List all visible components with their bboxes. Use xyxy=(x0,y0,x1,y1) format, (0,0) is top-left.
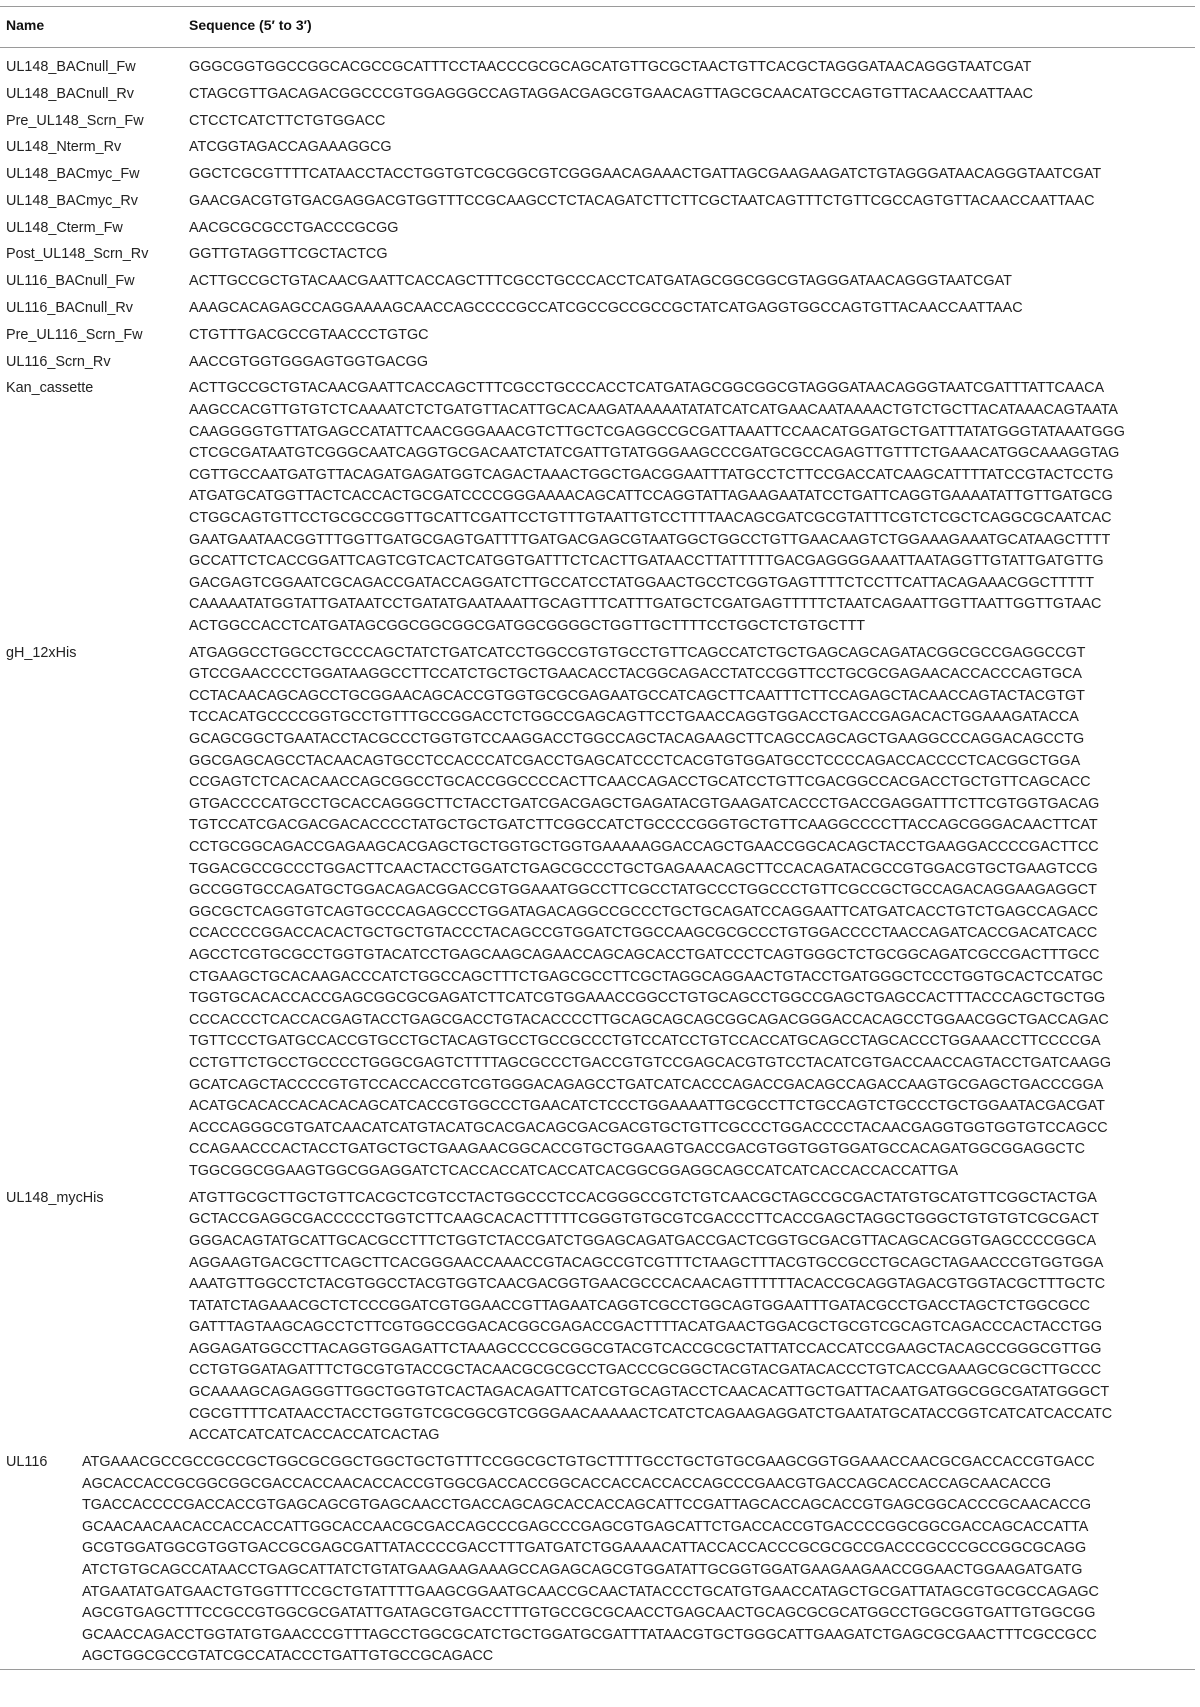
sequence-name: UL148_BACmyc_Fw xyxy=(6,166,140,183)
sequence-line: GCAAAAGCAGAGGGTTGGCTGGTGTCACTAGACAGATTCATCGTGCAGTACCTCAACACATTGCTGATTACAATGATGGCGGCGATATGGGCT xyxy=(189,1384,1110,1401)
sequence-text xyxy=(183,187,1195,214)
table-row xyxy=(0,48,1195,80)
sequence-line: CCTGTGGATAGATTTCTGCGTGTACCGCTACAACGCGCGCCTGACCCGCGGCTACGTACGATACACCCTGTCACCGAAAGCGCGCTTGCCC xyxy=(189,1362,1102,1379)
sequence-line: ATCTGTGCAGCCATAACCTGAGCATTATCTGTATGAAGAAGAAAGCCAGAGCAGCGTGGATATTGCGGTGGATGAAGAAGAACCGGAACTGGAAGATGATG xyxy=(82,1562,1083,1578)
sequence-line: ATGAGGCCTGGCCTGCCCAGCTATCTGATCATCCTGGCCGTGTGCCTGTTCAGCCATCTGCTGAGCAGCAGATACGGCGCCGAGGCCGT xyxy=(189,644,1086,661)
sequence-line: ACATGCACACCACACACAGCATCACCGTGGCCCTGAACATCTCCCTGGAAAATTGCGCCTTCTGCCAGTCTGCCCTGCTGGAATACGACGAT xyxy=(189,1098,1105,1115)
header-row xyxy=(0,7,1195,48)
sequence-line: TATATCTAGAAACGCTCTCCCGGATCGTGGAACCGTTAGAATCAGGTCGCCTGGCAGTGGAATTTGATACGCCTGACCTAGCTCTGGCGCC xyxy=(189,1297,1090,1314)
table-row xyxy=(0,133,1195,160)
table-row xyxy=(0,240,1195,267)
sequence-line: GAATGAATAACGGTTTGGTTGATGCGAGTGATTTTGATGACGAGCGTAATGGCTGGCCTGTTGAACAAGTCTGGAAAGAAATGCATAAGCTTTT xyxy=(189,531,1111,548)
sequence-line: CCTACAACAGCAGCCTGCGGAACAGCACCGTGGTGCGCGAGAATGCCATCAGCTTCAATTTCTTCCAGAGCTACAACCAGTACTACGTGT xyxy=(189,687,1085,704)
sequence-line: AAATGTTGGCCTCTACGTGGCCTACGTGGTCAACGACGGTGAACGCCCACAACAGTTTTTTACACCGCAGGTAGACGTGGTACGCTTTGCTC xyxy=(189,1276,1106,1293)
row-cell xyxy=(0,1448,1195,1670)
sequence-line: CCTGTTCTGCCTGCCCCTGGGCGAGTCTTTTAGCGCCCTGACCGTGTCCGAGCACGTGTCCTACATCGTGACCAACCAGTACCTGATCAAGG xyxy=(189,1054,1112,1071)
sequence-line: GGGACAGTATGCATTGCACGCCTTTCTGGTCTACCGATCTGGAGCAGATGACCGACTCGGTGCGACGTTACAGCACGGTGAGCCCCGGCA xyxy=(189,1232,1097,1249)
sequence-line: GTGACCCCATGCCTGCACCAGGGCTTCTACCTGATCGACGAGCTGAGATACGTGAAGATCACCCTGACCGAGGATTTCTTCGTGGTGACAG xyxy=(189,795,1100,812)
sequence-line: TGACCACCCCGACCACCGTGAGCAGCGTGAGCAACCTGACCAGCAGCACCACCAGCATTCCGATTAGCACCAGCACCGTGAGCGGCACCCGCAACACCG xyxy=(82,1497,1092,1514)
sequence-line: TGGTGCACACCACCGAGCGGCGCGAGATCTTCATCGTGGAAACCGGCCTGTGCAGCCTGGCCGAGCTGAGCCACTTTACCCAGCTGCTGG xyxy=(189,990,1106,1007)
sequence-name: UL116_Scrn_Rv xyxy=(6,353,111,370)
sequence-name: UL148_BACnull_Rv xyxy=(6,85,134,102)
sequence-name: UL148_mycHis xyxy=(6,1189,104,1206)
sequence-line: GATTTAGTAAGCAGCCTCTTCGTGGCCGGACACGGCGAGACCGACTTTTACATGAACTGGACGCTGCGTCGCAGTCAGACCCACTACCTGG xyxy=(189,1319,1103,1336)
sequence-line: AGCGTGAGCTTTCCGCCGTGGCGCGATATTGATAGCGTGACCTTTGTGCCGCGCAACCTGAGCAACTGCAGCGCGCATGGCCTGGCGGTGATTGTGGCGG xyxy=(82,1605,1096,1622)
table-row xyxy=(0,267,1195,294)
sequence-line: GAACGACGTGTGACGAGGACGTGGTTTCCGCAAGCCTCTACAGATCTTCTTCGCTAATCAGTTTCTGTTCGCCAGTGTTACAACCAATTAAC xyxy=(189,192,1095,209)
table-body xyxy=(0,48,1195,1670)
sequence-line: CAAAAATATGGTATTGATAATCCTGATATGAATAAATTGCAGTTTCATTTGATGCTCGATGAGTTTTTCTAATCAGAATTGGTTAATTGGTTGTAAC xyxy=(189,596,1102,613)
table-row xyxy=(0,1448,1195,1670)
sequence-line: AGCACCACCGCGGCGGCGACCACCAACACCACCGTGGCGACCACCGGCACCACCACCACCAGCCCGAACGTGACCAGCACCACCAGCAACACCG xyxy=(82,1475,1052,1492)
sequence-line: GGGCGGTGGCCGGCACGCCGCATTTCCTAACCCGCGCAGCATGTTGCGCTAACTGTTCACGCTAGGGATAACAGGGTAATCGAT xyxy=(189,59,1032,75)
row-content xyxy=(6,1452,1195,1668)
table-row xyxy=(0,639,1195,1184)
sequence-text xyxy=(183,48,1195,80)
sequence-name: UL116 xyxy=(6,1454,48,1471)
sequence-line: ATCGGTAGACCAGAAAGGCG xyxy=(189,139,392,156)
sequence-line: GCAACCAGACCTGGTATGTGAACCCGTTTAGCCTGGCGCATCTGCTGGATGCGATTTATAACGTGCTGGGCATTGAAGATCTGAGCGCGAACTTTCGCCGCC xyxy=(82,1626,1097,1643)
sequence-line: GCGTGGATGGCGTGGTGACCGCGAGCGATTATACCCCGACCTTTGATGATCTGGAAAACATTACCACCACCCGCGCGCCGACCCGCCCGCCGGCGCAGG xyxy=(82,1540,1087,1557)
table-row xyxy=(0,187,1195,214)
sequence-line: AAAGCACAGAGCCAGGAAAAGCAACCAGCCCCGCCATCGCCGCCGCCGCTATCATGAGGTGGCCAGTGTTACAACCAATTAAC xyxy=(189,300,1023,317)
sequence-line: CTCGCGATAATGTCGGGCAATCAGGTGCGACAATCTATCGATTGTATGGGAAGCCCGATGCGCCAGAGTTGTTTCTGAAACATGGCAAAGGTAG xyxy=(189,445,1120,462)
sequence-line: ACCCAGGGCGTGATCAACATCATGTACATGCACGACAGCGACGACGTGCTGTTCGCCCTGGACCCCTACAACGAGGTGGTGGTGTCCAGCC xyxy=(189,1119,1108,1136)
sequence-line: TGTCCATCGACGACGACACCCCTATGCTGCTGATCTTCGGCCATCTGCCCCGGGTGCTGTTCAAGGCCCCTTACCAGCGGGACAACTTCAT xyxy=(189,817,1098,834)
sequence-name: gH_12xHis xyxy=(6,644,77,661)
sequence-name: Kan_cassette xyxy=(6,380,94,397)
sequence-line: CCCACCCTCACCACGAGTACCTGAGCGACCTGTACACCCCTTGCAGCAGCAGCGGCAGACGGGACCACAGCCTGGAACGGCTGACCAGAC xyxy=(189,1011,1109,1028)
sequence-line: CTGTTTGACGCCGTAACCCTGTGC xyxy=(189,326,429,343)
sequence-text xyxy=(183,348,1195,375)
sequence-line: ACCATCATCATCACCACCATCACTAG xyxy=(189,1427,440,1444)
table-row xyxy=(0,374,1195,638)
sequence-line: GCTACCGAGGCGACCCCCTGGTCTTCAAGCACACTTTTTCGGGTGTGCGTCGACCCTTCACCGAGCTAGGCTGGGCTGTGTGTCGCGACT xyxy=(189,1211,1100,1228)
sequence-line: CGCGTTTTCATAACCTACCTGGTGTCGCGGCGTCGGGAACAAAAACTCATCTCAGAAGAGGATCTGAATATGCATACCGGTCATCATCACCATC xyxy=(189,1405,1113,1422)
name-column-header: Name xyxy=(6,17,45,33)
sequence-line: TCCACATGCCCCGGTGCCTGTTTGCCGGACCTCTGGCCGAGCAGTTCCTGAACCAGGTGGACCTGACCGAGACACTGGAAAGATACCA xyxy=(189,709,1079,726)
sequence-line: CTCCTCATCTTCTGTGGACC xyxy=(189,112,386,129)
sequence-text xyxy=(183,80,1195,107)
sequence-line: CAAGGGGTGTTATGAGCCATATTCAACGGGAAACGTCTTGCTCGAGGCCGCGATTAAATTCCAACATGGATGCTGATTTATATGGGTATAAATGGG xyxy=(189,423,1125,440)
table-row xyxy=(0,321,1195,348)
sequence-line: AGGAGATGGCCTTACAGGTGGAGATTCTAAAGCCCCGCGGCGTACGTCACCGCGCTATTATCCACCATCCGAAGCTACAGCCGGGCGTTGG xyxy=(189,1340,1102,1357)
sequence-name: Pre_UL116_Scrn_Fw xyxy=(6,326,143,343)
sequence-line: ACTTGCCGCTGTACAACGAATTCACCAGCTTTCGCCTGCCCACCTCATGATAGCGGCGGCGTAGGGATAACAGGGTAATCGAT xyxy=(189,273,1012,290)
sequence-text xyxy=(183,1184,1195,1448)
sequence-line: TGTTCCCTGATGCCACCGTGCCTGCTACAGTGCCTGCCGCCCTGTCCATCCTGTCCACCATGCAGCCTAGCACCCTGGAAACCTTCCCCGA xyxy=(189,1033,1101,1050)
sequence-text xyxy=(183,107,1195,134)
table-row xyxy=(0,107,1195,134)
sequence-line: AGGAAGTGACGCTTCAGCTTCACGGGAACCAAACCGTACAGCCGTCGTTTCTAAGCTTTACGTGCCGCCTGCAGCTAGAACCCGTGGTGGA xyxy=(189,1254,1104,1271)
sequence-line: CCAGAACCCACTACCTGATGCTGCTGAAGAACGGCACCGTGCTGGAAGTGACCGACGTGGTGGTGGATGCCACAGATGGCGGAGGCTC xyxy=(189,1141,1085,1158)
sequence-text xyxy=(183,160,1195,187)
sequence-text xyxy=(183,240,1195,267)
sequence-line: AAGCCACGTTGTGTCTCAAAATCTCTGATGTTACATTGCACAAGATAAAAATATATCATCATGAACAATAAAACTGTCTGCTTACATAAACAGTAATA xyxy=(189,401,1119,418)
sequence-text xyxy=(183,267,1195,294)
sequence-line: CGTTGCCAATGATGTTACAGATGAGATGGTCAGACTAAACTGGCTGACGGAATTTATGCCTCTTCCGACCATCAAGCATTTTATCCGTACTCCTG xyxy=(189,466,1114,483)
sequence-line: AACCGTGGTGGGAGTGGTGACGG xyxy=(189,353,429,370)
sequence-text xyxy=(183,374,1195,638)
sequence-line: GGCGAGCAGCCTACAACAGTGCCTCCACCCATCGACCTGAGCATCCCTCACGTGTGGATGCCTCCCCAGACCACCCCTCACGGCTGGA xyxy=(189,752,1081,769)
table-row xyxy=(0,1184,1195,1448)
sequence-line: CCTGCGGCAGACCGAGAAGCACGAGCTGCTGGTGCTGGTGAAAAAGGACCAGCTGAACCGGCACAGCTACCTGAAGGACCCCGACTTCC xyxy=(189,839,1099,856)
sequence-line: GCAGCGGCTGAATACCTACGCCCTGGTGTCCAAGGACCTGGCCAGCTACAGAAGCTTCAGCCAGCAGCTGAAGGCCCAGGACAGCCTG xyxy=(189,731,1085,748)
sequence-line: CTGGCAGTGTTCCTGCGCCGGTTGCATTCGATTCCTGTTTGTAATTGTCCTTTTAACAGCGATCGCGTATTTCGTCTCGCTCAGGCGCAATCAC xyxy=(189,509,1112,526)
sequence-line: AGCTGGCGCCGTATCGCCATACCCTGATTGTGCCGCAGACC xyxy=(82,1648,494,1665)
sequence-text xyxy=(183,133,1195,160)
sequence-text xyxy=(183,321,1195,348)
table-row xyxy=(0,80,1195,107)
sequence-line: GGCTCGCGTTTTCATAACCTACCTGGTGTCGCGGCGTCGGGAACAGAAACTGATTAGCGAAGAAGATCTGTAGGGATAACAGGGTAATCGAT xyxy=(189,166,1102,183)
sequence-line: GTCCGAACCCCTGGATAAGGCCTTCCATCTGCTGCTGAACACCTACGGCAGACCTATCCGGTTCCTGCGCGAGAACACCACCCAGTGCA xyxy=(189,666,1083,683)
table-row xyxy=(0,348,1195,375)
sequence-line: TGGCGGCGGAAGTGGCGGAGGATCTCACCACCATCACCATCACGGCGGAGGCAGCCATCATCACCACCACCATTGA xyxy=(189,1162,959,1179)
sequence-text xyxy=(183,294,1195,321)
sequence-name: Pre_UL148_Scrn_Fw xyxy=(6,112,144,129)
primer-sequence-table xyxy=(0,6,1195,1670)
sequence-name: UL116_BACnull_Fw xyxy=(6,273,135,290)
sequence-line: GACGAGTCGGAATCGCAGACCGATACCAGGATCTTGCCATCCTATGGAACTGCCTCGGTGAGTTTTCTCCTTCATTACAGAAACGGCTTTTT xyxy=(189,574,1094,591)
sequence-line: CTAGCGTTGACAGACGGCCCGTGGAGGGCCAGTAGGACGAGCGTGAACAGTTAGCGCAACATGCCAGTGTTACAACCAATTAAC xyxy=(189,85,1034,102)
table-row xyxy=(0,160,1195,187)
sequence-name: UL148_BACnull_Fw xyxy=(6,59,136,75)
sequence-line: ACTTGCCGCTGTACAACGAATTCACCAGCTTTCGCCTGCCCACCTCATGATAGCGGCGGCGTAGGGATAACAGGGTAATCGATTTATTCAACA xyxy=(189,380,1105,397)
table-header xyxy=(0,7,1195,48)
sequence-line: AGCCTCGTGCGCCTGGTGTACATCCTGAGCAAGCAGAACCAGCAGCACCTGATCCCTCAGTGGGCTCTGCGGCAGATCGCCGACTTTGCC xyxy=(189,947,1100,963)
sequence-name: UL148_BACmyc_Rv xyxy=(6,192,138,209)
sequence-text xyxy=(82,1452,1195,1668)
sequence-line: ATGATGCATGGTTACTCACCACTGCGATCCCCGGGAAAACAGCATTCCAGGTATTAGAAGAATATCCTGATTCAGGTGAAAATATTGTTGATGCG xyxy=(189,488,1113,505)
sequence-line: GGTTGTAGGTTCGCTACTCG xyxy=(189,246,388,263)
table-row xyxy=(0,294,1195,321)
sequence-line: GCATCAGCTACCCCGTGTCCACCACCGTCGTGGGACAGAGCCTGATCATCACCCAGACCGACAGCCAGACCAAGTGCGAGCTGACCCGGA xyxy=(189,1076,1104,1093)
sequence-line: CCACCCCGGACCACACTGCTGCTGTACCCTACAGCCGTGGATCTGGCCAAGCGCGCCCTGTGGACCCCTAACCAGATCACCGACATCACC xyxy=(189,925,1098,942)
sequence-name: Post_UL148_Scrn_Rv xyxy=(6,246,149,263)
sequence-text xyxy=(183,214,1195,241)
sequence-line: ATGAAACGCCGCCGCCGCTGGCGCGGCTGGCTGCTGTTTCCGGCGCTGTGCTTTTGCCTGCTGTGCGAAGCGGTGGAAACCAACGCGACCACCGTGACC xyxy=(82,1454,1095,1471)
sequence-line: ATGTTGCGCTTGCTGTTCACGCTCGTCCTACTGGCCCTCCACGGGCCGTCTGTCAACGCTAGCCGCGACTATGTGCATGTTCGGCTACTGA xyxy=(189,1189,1097,1206)
sequence-line: CCGAGTCTCACACAACCAGCGGCCTGCACCGGCCCCACTTCAACCAGACCTGCATCCTGTTCGACGGCCACGACCTGCTGTTCAGCACC xyxy=(189,774,1091,791)
sequence-line: GGCGCTCAGGTGTCAGTGCCCAGAGCCCTGGATAGACAGGCCGCCCTGCTGCAGATCCAGGAATTCATGATCACCTGTCTGAGCCAGACC xyxy=(189,903,1099,920)
sequence-text xyxy=(183,639,1195,1184)
sequence-line: CTGAAGCTGCACAAGACCCATCTGGCCAGCTTTCTGAGCGCCTTCGCTAGGCAGGAACTGTACCTGATGGGCTCCCTGGTGCACTCCATGC xyxy=(189,968,1104,985)
table-row xyxy=(0,214,1195,241)
sequence-line: TGGACGCCGCCCTGGACTTCAACTACCTGGATCTGAGCGCCCTGCTGAGAAACAGCTTCCACAGATACGCCGTGGACGTGCTGAAGTCCG xyxy=(189,860,1098,877)
sequence-line: GCCATTCTCACCGGATTCAGTCGTCACTCATGGTGATTTCTCACTTGATAACCTTATTTTTGACGAGGGGAAATTAATAGGTTGTATTGATGTTG xyxy=(189,553,1104,570)
sequence-line: GCCGGTGCCAGATGCTGGACAGACGGACCGTGGAAATGGCCTTCGCCTATGCCCTGGCCCTGTTCGCCGCTGCCAGACAGGAAGAGGCT xyxy=(189,882,1097,899)
sequence-name: UL148_Nterm_Rv xyxy=(6,139,122,156)
sequence-name: UL116_BACnull_Rv xyxy=(6,300,133,317)
sequence-line: ACTGGCCACCTCATGATAGCGGCGGCGGCGATGGCGGGGCTGGTTGCTTTTCCTGGCTCTGTGCTTT xyxy=(189,617,866,634)
sequence-line: ATGAATATGATGAACTGTGGTTTCCGCTGTATTTTGAAGCGGAATGCAACCGCAACTATACCCTGCATGTGAACCATAGCTGCGATTATAGCGTGCGCCAGAGC xyxy=(82,1583,1099,1600)
sequence-name: UL148_Cterm_Fw xyxy=(6,219,123,236)
sequence-line: GCAACAACAACACCACCACCATTGGCACCAACGCGACCAGCCCGAGCCCGAGCGTGAGCATTCTGACCACCGTGACCCCGGCGGCGACCAGCACCATTA xyxy=(82,1518,1089,1535)
sequence-line: AACGCGCGCCTGACCCGCGG xyxy=(189,219,399,236)
sequence-column-header: Sequence (5′ to 3′) xyxy=(189,17,312,33)
